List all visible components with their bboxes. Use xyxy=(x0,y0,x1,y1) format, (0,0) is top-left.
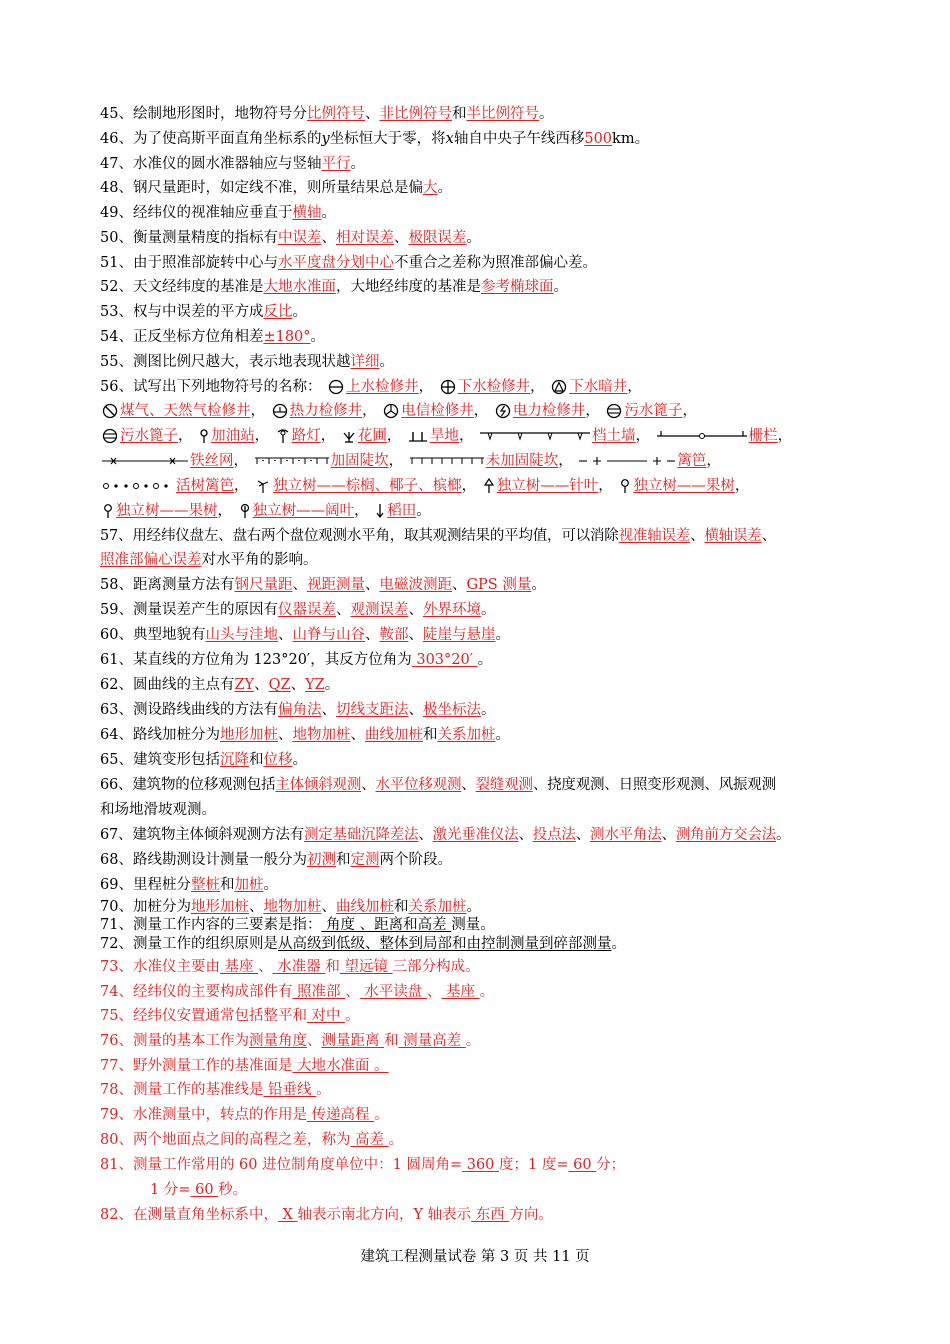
answer: 关系加桩 xyxy=(437,727,496,743)
answer: 测水平角法 xyxy=(590,827,662,843)
gas-station-icon xyxy=(199,428,209,444)
page-footer: 建筑工程测量试卷 第 3 页 共 11 页 xyxy=(360,1249,590,1265)
conifer-tree-icon xyxy=(483,478,495,494)
question-78: 78、测量工作的基准线是 铅垂线 。 xyxy=(100,1082,331,1098)
question-65: 65、建筑变形包括沉降和位移。 xyxy=(100,752,307,768)
question-62: 62、圆曲线的主点有ZY、QZ、YZ。 xyxy=(100,677,340,693)
answer: 非比例符号 xyxy=(379,106,452,122)
question-68: 68、路线勘测设计测量一般分为初测和定测两个阶段。 xyxy=(100,852,452,868)
answer: 切线支距法 xyxy=(335,702,409,718)
answer: 电力检修井 xyxy=(512,403,586,419)
answer: 大地水准面 。 xyxy=(292,1058,389,1074)
sewer-grate-icon xyxy=(102,428,118,444)
reinforced-scarp-icon xyxy=(255,453,329,469)
answer: 中误差 xyxy=(277,230,322,246)
street-lamp-icon xyxy=(276,428,290,444)
answer: 极限误差 xyxy=(408,230,467,246)
answer: 大 xyxy=(422,180,438,196)
answer: 测角前方交会法 xyxy=(675,827,776,843)
answer: 照准部 xyxy=(292,984,346,1000)
answer: 仪器误差 xyxy=(277,602,336,618)
upper-water-manhole-icon xyxy=(328,379,344,395)
question-59: 59、测量误差产生的原因有仪器误差、观测误差、外界环境。 xyxy=(100,602,496,618)
answer: 测定基础沉降差法 xyxy=(303,827,419,843)
answer: 曲线加桩 xyxy=(364,727,423,743)
answer: 独立树——针叶 xyxy=(496,478,599,494)
answer: 花圃 xyxy=(357,428,387,444)
answer: YZ xyxy=(305,677,325,693)
answer: 下水检修井 xyxy=(457,379,531,395)
answer: 裂缝观测 xyxy=(475,777,533,793)
answer: 测量距离 xyxy=(321,1033,385,1049)
question-58: 58、距离测量方法有钢尺量距、视距测量、电磁波测距、GPS 测量。 xyxy=(100,577,546,593)
answer: 山脊与山谷 xyxy=(292,627,365,643)
answer: 500 xyxy=(584,131,613,147)
power-manhole-icon xyxy=(495,403,511,419)
answer: 未加固陡坎 xyxy=(485,453,559,469)
answer: 水平度盘分划中心 xyxy=(277,255,394,271)
question-56-line-4: 铁丝网， 加固陡坎， 未加固陡坎， 篱笆， xyxy=(100,450,721,472)
question-81-cont: 1 分= 60 秒。 xyxy=(150,1182,248,1198)
answer: 铁丝网 xyxy=(190,453,234,469)
fruit-tree-icon xyxy=(619,478,631,494)
answer: 投点法 xyxy=(532,827,576,843)
answer: 位移 xyxy=(263,752,293,768)
barbed-wire-fence-icon xyxy=(102,453,188,469)
answer: 传递高程 xyxy=(306,1107,375,1123)
question-77: 77、野外测量工作的基准面是 大地水准面 。 xyxy=(100,1058,389,1074)
answer: 相对误差 xyxy=(335,230,394,246)
answer: 高差 xyxy=(350,1132,389,1148)
heat-manhole-icon xyxy=(272,403,288,419)
answer: 平行 xyxy=(321,156,351,172)
answer: 反比 xyxy=(263,304,293,320)
palm-tree-icon xyxy=(255,478,271,494)
answer: 从高级到低级、整体到局部和由控制测量到碎部测量 xyxy=(277,936,612,952)
question-56-line-6: 独立树——果树， 独立树——阔叶， 稻田。 xyxy=(100,500,431,522)
answer: 基座 xyxy=(219,959,259,975)
question-56-line-1: 56、试写出下列地物符号的名称： 上水检修井， 下水检修井， 下水暗井， xyxy=(100,379,642,395)
dry-land-icon xyxy=(408,428,428,444)
answer: 主体倾斜观测 xyxy=(275,777,362,793)
answer: 比例符号 xyxy=(306,106,365,122)
question-50: 50、衡量测量精度的指标有中误差、相对误差、极限误差。 xyxy=(100,230,481,246)
answer: 关系加桩 xyxy=(408,899,467,915)
answer: 陡崖与悬崖 xyxy=(422,627,496,643)
answer: 污水篦子 xyxy=(120,428,178,444)
answer: 对中 xyxy=(306,1008,346,1024)
question-72: 72、测量工作的组织原则是从高级到低级、整体到局部和由控制测量到碎部测量。 xyxy=(100,936,626,952)
answer: 视距测量 xyxy=(306,577,365,593)
answer: 横轴误差 xyxy=(704,528,762,544)
question-80: 80、两个地面点之间的高程之差，称为 高差 。 xyxy=(100,1132,404,1148)
answer: 角度 、距离和高差 xyxy=(321,917,452,933)
question-57-cont: 照准部偏心误差对水平角的影响。 xyxy=(100,552,318,568)
question-82: 82、在测量直角坐标系中， X 轴表示南北方向，Y 轴表示 东西 方向。 xyxy=(100,1207,553,1223)
answer: ±180° xyxy=(263,329,311,345)
question-63: 63、测设路线曲线的方法有偏角法、切线支距法、极坐标法。 xyxy=(100,702,496,718)
question-51: 51、由于照准部旋转中心与水平度盘分划中心不重合之差称为照准部偏心差。 xyxy=(100,255,597,271)
answer: X xyxy=(277,1207,298,1223)
question-61: 61、某直线的方位角为 123°20′，其反方位角为 303°20′ 。 xyxy=(100,652,493,668)
answer: 东西 xyxy=(471,1207,510,1223)
question-53: 53、权与中误差的平方成反比。 xyxy=(100,304,307,320)
answer: 定测 xyxy=(350,852,380,868)
answer: 独立树——果树 xyxy=(116,503,218,519)
question-52: 52、天文经纬度的基准是大地水准面，大地经纬度的基准是参考椭球面。 xyxy=(100,279,568,295)
answer: 独立树——阔叶 xyxy=(252,503,355,519)
question-46: 46、为了使高斯平面直角坐标系的y坐标恒大于零，将x轴自中央子午线西移500km。 xyxy=(100,131,650,147)
answer: 详细 xyxy=(350,354,380,370)
lower-water-manhole-icon xyxy=(440,379,456,395)
answer: 视准轴误差 xyxy=(618,528,691,544)
flower-bed-icon xyxy=(342,428,356,444)
answer: 望远镜 xyxy=(339,959,393,975)
answer: 60 xyxy=(568,1157,597,1173)
answer: 加油站 xyxy=(211,428,255,444)
question-56-line-2: 煤气、天然气检修井， 热力检修井， 电信检修井， 电力检修井， 污水篦子， xyxy=(100,400,697,422)
question-74: 74、经纬仪的主要构成部件有 照准部 、 水平读盘 、 基座 。 xyxy=(100,984,495,1000)
answer: 基座 xyxy=(441,984,480,1000)
answer: 档土墙 xyxy=(592,428,636,444)
answer: 横轴 xyxy=(292,205,322,221)
answer: 独立树——果树 xyxy=(633,478,735,494)
answer: 热力检修井 xyxy=(289,403,363,419)
gas-manhole-icon xyxy=(102,403,118,419)
answer: 地物加桩 xyxy=(292,727,351,743)
answer: 山头与洼地 xyxy=(205,627,278,643)
answer: 下水暗井 xyxy=(569,379,628,395)
answer: 曲线加桩 xyxy=(335,899,394,915)
fruit-tree-icon xyxy=(102,503,114,519)
retaining-wall-icon xyxy=(480,428,590,444)
answer: 水平位移观测 xyxy=(375,777,462,793)
sewer-grate-icon xyxy=(606,403,622,419)
answer: 地形加桩 xyxy=(190,899,249,915)
answer: 测量角度 xyxy=(248,1033,307,1049)
answer: 外界环境 xyxy=(422,602,481,618)
answer: 篱笆 xyxy=(677,453,707,469)
question-67: 67、建筑物主体倾斜观测方法有测定基础沉降差法、激光垂准仪法、投点法、测水平角法、测角前方交会法。 xyxy=(100,827,791,843)
answer: 整桩 xyxy=(190,877,220,893)
answer: 路灯 xyxy=(291,428,321,444)
answer: 沉降 xyxy=(219,752,249,768)
question-66: 66、建筑物的位移观测包括主体倾斜观测、水平位移观测、裂缝观测、挠度观测、日照变形观测、风振观测 xyxy=(100,777,776,793)
answer: 上水检修井 xyxy=(346,379,419,395)
question-55: 55、测图比例尺越大，表示地表现状越详细。 xyxy=(100,354,394,370)
answer: 半比例符号 xyxy=(466,106,539,122)
answer: 激光垂准仪法 xyxy=(432,827,519,843)
answer: 303°20′ xyxy=(411,652,478,668)
question-70: 70、加桩分为地形加桩、地物加桩、曲线加桩和关系加桩。 xyxy=(100,899,481,915)
answer: 栅栏 xyxy=(748,428,778,444)
answer: 旱地 xyxy=(429,428,459,444)
railing-icon xyxy=(657,428,747,444)
question-76: 76、测量的基本工作为测量角度、测量距离 和 测量高差 。 xyxy=(100,1033,481,1049)
question-47: 47、水准仪的圆水准器轴应与竖轴平行。 xyxy=(100,156,365,172)
answer: 观测误差 xyxy=(350,602,409,618)
answer: 加固陡坎 xyxy=(330,453,389,469)
question-49: 49、经纬仪的视准轴应垂直于横轴。 xyxy=(100,205,336,221)
broadleaf-tree-icon xyxy=(239,503,251,519)
hidden-sewer-well-icon xyxy=(551,379,567,395)
answer: 测量高差 xyxy=(398,1033,466,1049)
answer: 地形加桩 xyxy=(219,727,278,743)
answer: 电信检修井 xyxy=(401,403,474,419)
question-56-line-5: 活树篱笆， 独立树——棕榈、椰子、槟榔， 独立树——针叶， 独立树——果树， xyxy=(100,475,749,497)
question-57: 57、用经纬仪盘左、盘右两个盘位观测水平角，取其观测结果的平均值，可以消除视准轴误差、横轴误差、 xyxy=(100,528,776,544)
answer: 参考椭球面 xyxy=(480,279,554,295)
answer: 大地水准面 xyxy=(263,279,336,295)
answer: 独立树——棕榈、椰子、槟榔 xyxy=(273,478,462,494)
answer: 地物加桩 xyxy=(263,899,322,915)
question-54: 54、正反坐标方位角相差±180°。 xyxy=(100,329,326,345)
question-66-cont: 和场地滑坡观测。 xyxy=(100,802,216,818)
answer: QZ xyxy=(268,677,291,693)
paddy-field-icon xyxy=(375,503,385,519)
question-75: 75、经纬仪安置通常包括整平和 对中 。 xyxy=(100,1008,360,1024)
answer: 水平读盘 xyxy=(359,984,427,1000)
fence-icon xyxy=(579,453,675,469)
question-81: 81、测量工作常用的 60 进位制角度单位中：1 圆周角= 360 度；1 度= 60 分； xyxy=(100,1157,626,1173)
answer: 初测 xyxy=(306,852,336,868)
question-56-line-3: 污水篦子， 加油站， 路灯， 花圃， 旱地， 档土墙， 栅栏， xyxy=(100,425,792,447)
unreinforced-scarp-icon xyxy=(410,453,484,469)
answer: 铅垂线 xyxy=(263,1082,317,1098)
answer: 360 xyxy=(462,1157,500,1173)
answer: 鞍部 xyxy=(379,627,409,643)
question-79: 79、水准测量中，转点的作用是 传递高程 。 xyxy=(100,1107,389,1123)
answer: 煤气、天然气检修井 xyxy=(120,403,251,419)
telecom-manhole-icon xyxy=(383,403,399,419)
question-48: 48、钢尺量距时，如定线不准，则所量结果总是偏大。 xyxy=(100,180,452,196)
answer: 电磁波测距 xyxy=(379,577,452,593)
answer: 加桩 xyxy=(234,877,264,893)
answer: 60 xyxy=(190,1182,219,1198)
answer: GPS 测量 xyxy=(466,577,532,593)
answer: 活树篱笆 xyxy=(176,478,234,494)
question-64: 64、路线加桩分为地形加桩、地物加桩、曲线加桩和关系加桩。 xyxy=(100,727,510,743)
answer: 污水篦子 xyxy=(624,403,683,419)
answer: 水准器 xyxy=(272,959,326,975)
hedge-icon xyxy=(102,478,174,494)
answer: ZY xyxy=(234,677,255,693)
answer: 偏角法 xyxy=(277,702,322,718)
question-60: 60、典型地貌有山头与洼地、山脊与山谷、鞍部、陡崖与悬崖。 xyxy=(100,627,510,643)
question-73: 73、水准仪主要由 基座 、 水准器 和 望远镜 三部分构成。 xyxy=(100,959,480,975)
answer: 钢尺量距 xyxy=(234,577,293,593)
answer: 稻田 xyxy=(387,503,417,519)
question-69: 69、里程桩分整桩和加桩。 xyxy=(100,877,278,893)
answer: 极坐标法 xyxy=(422,702,481,718)
answer: 照准部偏心误差 xyxy=(100,552,202,568)
question-71: 71、测量工作内容的三要素是指： 角度 、距离和高差 测量。 xyxy=(100,917,495,933)
question-45: 45、绘制地形图时，地物符号分比例符号、非比例符号和半比例符号。 xyxy=(100,106,554,122)
